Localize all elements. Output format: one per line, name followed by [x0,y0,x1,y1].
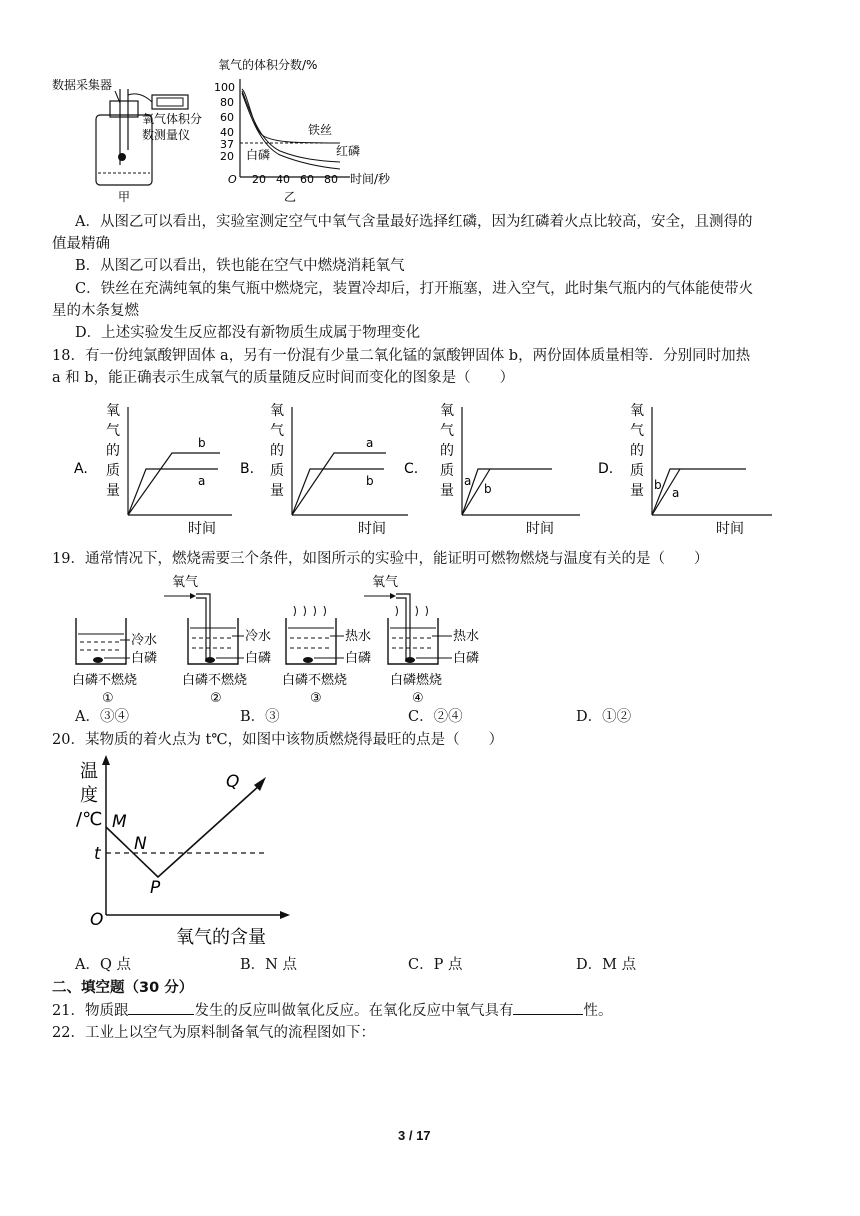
q19-option-d: D．①② [576,709,632,725]
q20-option-a: A．Q 点 [75,957,131,973]
q18-b-xlabel: 时间 [358,521,386,537]
beaker2-p: 白磷 [245,651,272,666]
xtick-40: 40 [276,173,290,186]
q18-stem-line2: a 和 b，能正确表示生成氧气的质量随反应时间而变化的图象是（ ） [52,370,515,386]
q20-option-c: C．P 点 [408,957,463,973]
q17-option-c-line1: C．铁丝在充满纯氧的集气瓶中燃烧完，装置冷却后，打开瓶塞，进入空气，此时集气瓶内的气体能使带火 [75,281,754,297]
q18-graph-d [596,395,776,540]
q20-xlabel: 氧气的含量 [176,927,266,948]
q18-b-top-label: a [366,436,374,450]
q17-option-a-line1: A．从图乙可以看出，实验室测定空气中氧气含量最好选择红磷，因为红磷着火点比较高，安全，且测得的 [75,214,753,230]
q19-beakers-figure [60,572,500,707]
point-m: M [112,812,127,832]
q18-d-ylabel-4: 量 [630,483,644,499]
q18-b-bottom-label: b [366,474,374,488]
beaker3-water: 热水 [345,629,372,644]
q21-part1: 21．物质跟 [52,1003,129,1019]
yi-xlabel: 时间/秒 [350,172,391,186]
beaker2-caption: 白磷不燃烧 [182,673,248,688]
beaker3-p: 白磷 [345,651,372,666]
beaker3-caption: 白磷不燃烧 [282,673,348,688]
q18-a-ylabel-3: 质 [106,463,120,479]
collector-label: 数据采集器 [52,78,113,92]
q18-d-ylabel-1: 气 [630,423,644,439]
series-label-white-p: 白磷 [246,148,271,162]
oxygen-volume-chart [210,55,410,205]
q18-b-ylabel-0: 氧 [270,403,284,419]
beaker3-num: ③ [310,691,322,706]
q18-c-ylabel-3: 质 [440,463,454,479]
q18-stem-line1: 18．有一份纯氯酸钾固体 a，另有一份混有少量二氧化锰的氯酸钾固体 b，两份固体质量相等．分别同时加热 [52,348,751,364]
q19-option-a: A．③④ [75,709,129,725]
q18-d-right-label: a [672,486,680,500]
yi-caption: 乙 [284,190,297,204]
q20-ylabel-2: /℃ [76,809,103,830]
beaker1-caption: 白磷不燃烧 [72,673,138,688]
beaker1-num: ① [102,691,114,706]
q18-d-xlabel: 时间 [716,521,744,537]
oxygen-label-2: 氧气 [172,575,199,590]
q20-temperature-graph [76,755,300,950]
q18-a-ylabel-0: 氧 [106,403,120,419]
q18-b-ylabel-4: 量 [270,483,284,499]
beaker4-num: ④ [412,691,424,706]
q18-a-top-label: b [198,436,206,450]
ytick-100: 100 [214,81,235,94]
q18-a-ylabel-4: 量 [106,483,120,499]
q20-option-d: D．M 点 [576,957,637,973]
section-heading: 二、填空题（30 分） [52,980,194,996]
q20-ylabel-1: 度 [80,785,98,806]
beaker1-p: 白磷 [131,651,158,666]
q18-d-ylabel-2: 的 [630,443,644,459]
q18-c-ylabel-2: 的 [440,443,454,459]
ytick-60: 60 [220,111,234,124]
series-label-iron: 铁丝 [308,123,333,137]
q18-b-ylabel-3: 质 [270,463,284,479]
q18-graph-b [238,395,408,540]
q18-c-ylabel-4: 量 [440,483,454,499]
q20-stem: 20．某物质的着火点为 t℃，如图中该物质燃烧得最旺的点是（ ） [52,732,504,748]
q19-stem: 19．通常情况下，燃烧需要三个条件，如图所示的实验中，能证明可燃物燃烧与温度有关的是（ ） [52,551,709,567]
ytick-80: 80 [220,96,234,109]
t-label: t [94,844,101,864]
ytick-40: 40 [220,126,234,139]
apparatus-jia-figure [40,55,230,205]
q18-a-letter: A. [74,461,88,477]
oxygen-label-4: 氧气 [372,575,399,590]
q18-graph-c [402,395,582,540]
q18-c-letter: C. [404,461,419,477]
q18-b-ylabel-1: 气 [270,423,284,439]
origin-o: O [228,173,237,186]
meter-label-1: 氧气体积分 [142,112,203,126]
xtick-60: 60 [300,173,314,186]
q17-option-b: B．从图乙可以看出，铁也能在空气中燃烧消耗氧气 [75,258,405,274]
q18-a-bottom-label: a [198,474,206,488]
q18-b-ylabel-2: 的 [270,443,284,459]
q18-c-xlabel: 时间 [526,521,554,537]
q18-c-ylabel-1: 气 [440,423,454,439]
q21 [52,1000,612,1021]
yi-ylabel: 氧气的体积分数/% [218,58,318,72]
q21-blank-1[interactable] [128,1000,194,1015]
q18-a-ylabel-2: 的 [106,443,120,459]
q18-d-letter: D. [598,461,614,477]
beaker2-water: 冷水 [245,629,272,644]
q21-part3: 性。 [583,1003,613,1019]
beaker4-caption: 白磷燃烧 [390,673,443,688]
q18-a-ylabel-1: 气 [106,423,120,439]
xtick-80: 80 [324,173,338,186]
q18-c-right-label: b [484,482,492,496]
q22-stem: 22．工业上以空气为原料制备氧气的流程图如下： [52,1025,375,1041]
point-n: N [134,834,147,854]
meter-label-2: 数测量仪 [142,128,191,142]
q18-d-ylabel-0: 氧 [630,403,644,419]
ytick-20: 20 [220,150,234,163]
q19-option-b: B．③ [240,709,280,725]
q18-c-left-label: a [464,474,472,488]
q21-part2: 发生的反应叫做氧化反应。在氧化反应中氧气具有 [194,1003,514,1019]
q21-blank-2[interactable] [513,1000,583,1015]
point-q: Q [226,772,240,792]
q20-origin: O [90,910,104,930]
page-number: 3 / 17 [398,1128,431,1143]
q20-option-b: B．N 点 [240,957,297,973]
q17-option-c-line2: 星的木条复燃 [52,303,139,319]
beaker2-num: ② [210,691,222,706]
q18-a-xlabel: 时间 [188,521,216,537]
q18-d-ylabel-3: 质 [630,463,644,479]
xtick-20: 20 [252,173,266,186]
beaker4-p: 白磷 [453,651,480,666]
series-label-red-p: 红磷 [336,144,361,158]
q18-b-letter: B. [240,461,255,477]
q17-option-d: D．上述实验发生反应都没有新物质生成属于物理变化 [75,325,421,341]
q18-d-left-label: b [654,478,662,492]
q18-graph-a [72,395,232,540]
q18-c-ylabel-0: 氧 [440,403,454,419]
point-p: P [150,878,161,898]
q17-option-a-line2: 值最精确 [52,236,110,252]
jia-caption: 甲 [118,190,131,204]
beaker4-water: 热水 [453,629,480,644]
beaker1-water: 冷水 [131,633,158,648]
q19-option-c: C．②④ [408,709,463,725]
ytick-37: 37 [220,138,234,151]
q20-ylabel-0: 温 [80,761,98,782]
